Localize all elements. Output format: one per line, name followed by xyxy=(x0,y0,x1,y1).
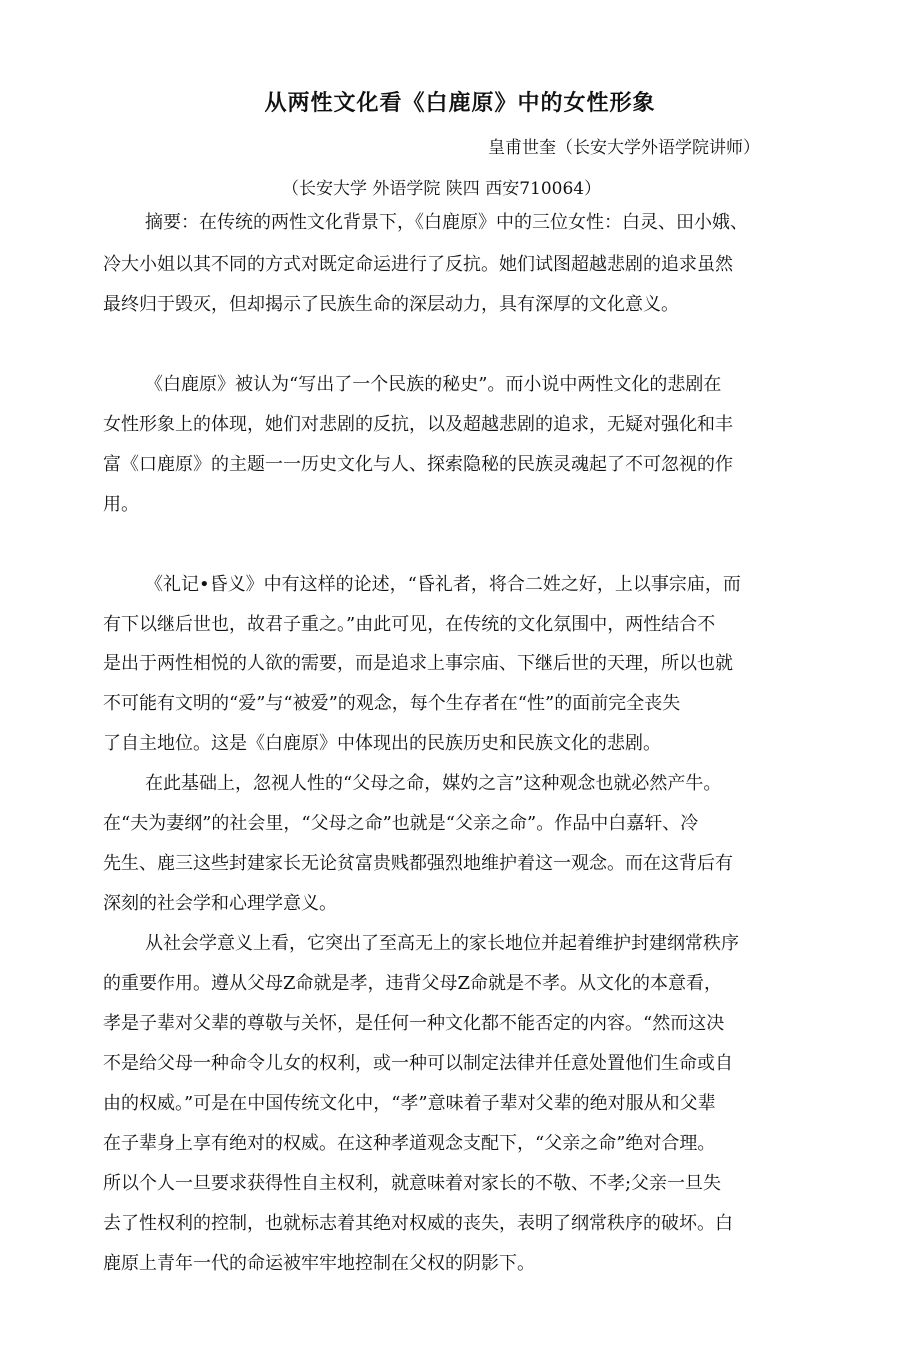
paragraph-line: 所以个人一旦要求获得性自主权利，就意味着对家长的不敬、不孝;父亲一旦失 xyxy=(103,1173,722,1194)
paragraph-line: 在“夫为妻纲”的社会里，“父母之命”也就是“父亲之命”。作品中白嘉轩、冷 xyxy=(103,813,699,834)
paragraph-line: 不可能有文明的“爱”与“被爱”的观念，每个生存者在“性”的面前完全丧失 xyxy=(103,693,681,714)
abstract-line: 冷大小姐以其不同的方式对既定命运进行了反抗。她们试图超越悲剧的追求虽然 xyxy=(103,254,733,275)
paragraph-line: 《礼记•昏义》中有这样的论述，“昏礼者，将合二姓之好，上以事宗庙，而 xyxy=(145,574,741,595)
affiliation-line: （长安大学 外语学院 陕四 西安710064） xyxy=(282,179,602,199)
paragraph-line: 《白鹿原》被认为“写出了一个民族的秘史”。而小说中两性文化的悲剧在 xyxy=(145,374,722,395)
author-line: 皇甫世奎（长安大学外语学院讲师） xyxy=(488,138,760,158)
paragraph-line: 去了性权利的控制，也就标志着其绝对权威的丧失，表明了纲常秩序的破坏。白 xyxy=(103,1213,733,1234)
paragraph-line: 在此基础上，忽视人性的“父母之命，媒妁之言”这种观念也就必然产牛。 xyxy=(145,773,722,794)
paragraph-line: 有下以继后世也，故君子重之。”由此可见，在传统的文化氛围中，两性结合不 xyxy=(103,614,716,635)
paragraph-line: 不是给父母一种命令儿女的权利，或一种可以制定法律并任意处置他们生命或自 xyxy=(103,1053,733,1074)
paragraph-line: 富《口鹿原》的主题一一历史文化与人、探索隐秘的民族灵魂起了不可忽视的作 xyxy=(103,454,733,475)
paragraph-line: 深刻的社会学和心理学意义。 xyxy=(103,893,337,914)
abstract-line: 最终归于毁灭，但却揭示了民族生命的深层动力，具有深厚的文化意义。 xyxy=(103,294,679,315)
paragraph-line: 由的权威。”可是在中国传统文化中，“孝”意味着子辈对父辈的绝对服从和父辈 xyxy=(103,1093,716,1114)
paragraph-line: 了自主地位。这是《白鹿原》中体现出的民族历史和民族文化的悲剧。 xyxy=(103,733,661,754)
abstract-line: 摘要：在传统的两性文化背景下，《白鹿原》中的三位女性：白灵、田小娥、 xyxy=(145,212,748,233)
paragraph-line: 孝是子辈对父辈的尊敬与关怀，是任何一种文化都不能否定的内容。“然而这决 xyxy=(103,1013,725,1034)
paragraph-line: 是出于两性相悦的人欲的需要，而是追求上事宗庙、下继后世的天理，所以也就 xyxy=(103,653,733,674)
paragraph-line: 鹿原上青年一代的命运被牢牢地控制在父权的阴影下。 xyxy=(103,1253,535,1274)
paragraph-line: 用。 xyxy=(103,494,139,515)
paragraph-line: 的重要作用。遵从父母Z命就是孝，违背父母Z命就是不孝。从文化的本意看， xyxy=(103,973,723,994)
document-title: 从两性文化看《白鹿原》中的女性形象 xyxy=(264,91,656,116)
paragraph-line: 从社会学意义上看，它突出了至高无上的家长地位并起着维护封建纲常秩序 xyxy=(145,933,739,954)
paragraph-line: 在子辈身上享有绝对的权威。在这种孝道观念支配下，“父亲之命”绝对合理。 xyxy=(103,1133,716,1154)
paragraph-line: 先生、鹿三这些封建家长无论贫富贵贱都强烈地维护着这一观念。而在这背后有 xyxy=(103,853,733,874)
paragraph-line: 女性形象上的体现，她们对悲剧的反抗，以及超越悲剧的追求，无疑对强化和丰 xyxy=(103,414,733,435)
